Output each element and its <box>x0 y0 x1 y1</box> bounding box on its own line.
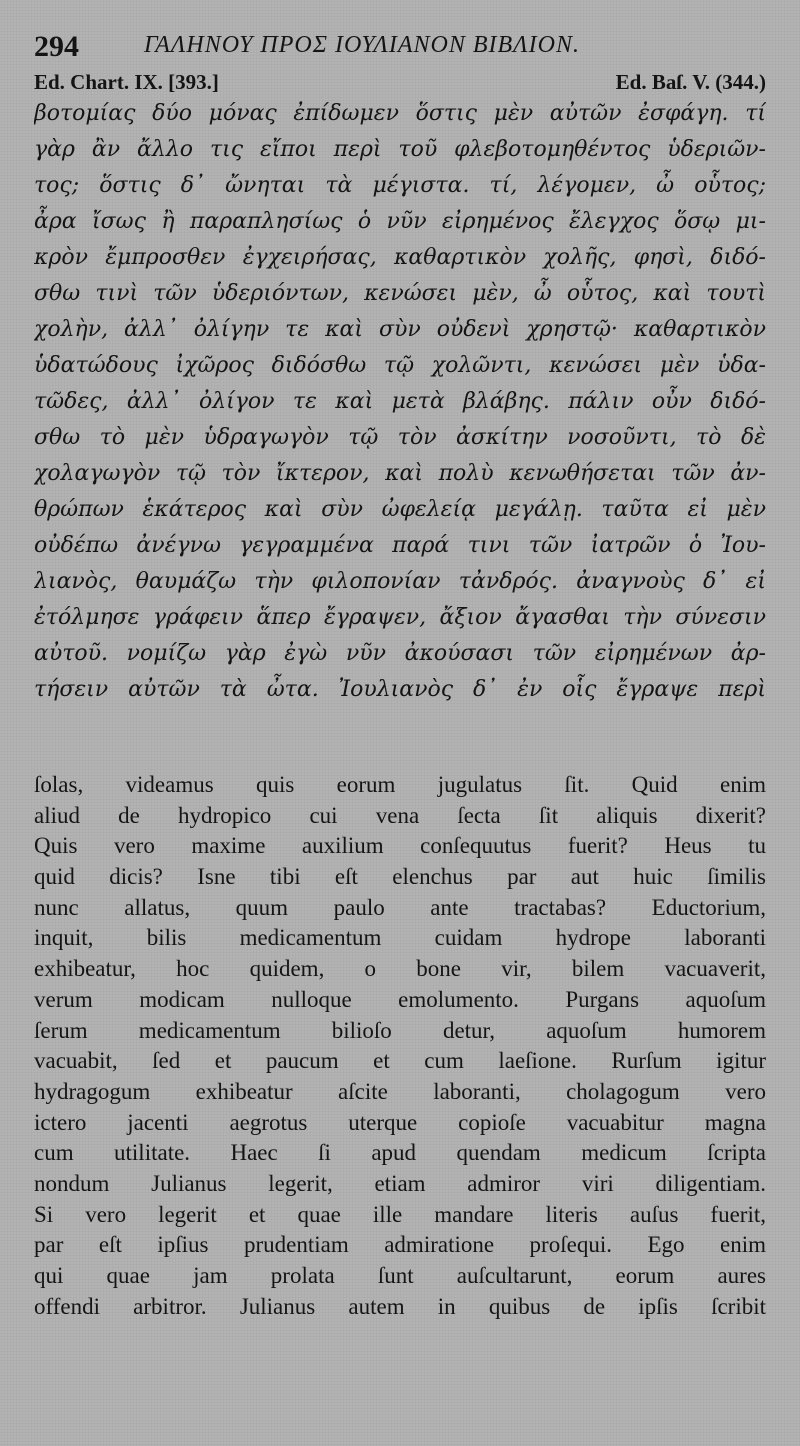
latin-line: Quis vero maxime auxilium conſequutus fuerit? Heus tu <box>34 833 766 859</box>
latin-line: exhibeatur, hoc quidem, o bone vir, bilem vacuaverit, <box>34 956 766 982</box>
running-title: ΓΑΛΗΝΟΥ ΠΡΟΣ ΙΟΥΛΙΑΝΟΝ ΒΙΒΛΙΟΝ. <box>144 32 581 58</box>
greek-line: ὑδατώδους ἰχῶρος διδόσθω τῷ χολῶντι, κενώσει μὲν ὑδα- <box>34 353 766 378</box>
latin-line: ictero jacenti aegrotus uterque copioſe vacuabitur magna <box>34 1109 766 1135</box>
greek-line: σθω τινὶ τῶν ὑδεριόντων, κενώσει μὲν, ὦ οὗτος, καὶ τουτὶ <box>34 281 766 306</box>
greek-line: αὐτοῦ. νομίζω γὰρ ἐγὼ νῦν ἀκούσασι τῶν εἰρημένων ἀρ- <box>34 641 766 666</box>
greek-text-block <box>34 96 766 708</box>
greek-line: οὐδέπω ἀνέγνω γεγραμμένα παρά τινι τῶν ἰατρῶν ὁ Ἰου- <box>34 533 766 558</box>
edition-reference-line <box>34 70 766 96</box>
latin-line: ſolas, videamus quis eorum jugulatus ſit. Quid enim <box>34 772 766 797</box>
greek-line: λιανὸς, θαυμάζω τὴν φιλοπονίαν τἀνδρός. ἀναγνοὺς δ᾽ εἰ <box>34 569 766 594</box>
latin-line: vacuabit, ſed et paucum et cum laeſione. Rurſum igitur <box>34 1048 766 1074</box>
latin-line: par eſt ipſius prudentiam admiratione proſequi. Ego enim <box>34 1232 766 1258</box>
greek-line: ἐτόλμησε γράφειν ἅπερ ἔγραψεν, ἄξιον ἄγασθαι τὴν σύνεσιν <box>34 605 766 630</box>
latin-line: verum modicam nulloque emolumento. Purgans aquoſum <box>34 986 766 1012</box>
greek-line: κρὸν ἔμπροσθεν ἐγχειρήσας, καθαρτικὸν χολῆς, φησὶ, διδό- <box>34 245 766 270</box>
latin-line: Si vero legerit et quae ille mandare literis auſus fuerit, <box>34 1201 766 1227</box>
latin-line: ſerum medicamentum bilioſo detur, aquoſum humorem <box>34 1017 766 1043</box>
greek-line: θρώπων ἑκάτερος καὶ σὺν ὠφελείᾳ μεγάλῃ. ταῦτα εἰ μὲν <box>34 497 766 522</box>
latin-line: aliud de hydropico cui vena ſecta ſit aliquis dixerit? <box>34 802 766 828</box>
edition-basel: Ed. Baſ. V. (344.) <box>615 70 766 94</box>
latin-line: inquit, bilis medicamentum cuidam hydrope laboranti <box>34 925 766 951</box>
latin-text-block <box>34 770 766 1322</box>
greek-line: σθω τὸ μὲν ὑδραγωγὸν τῷ τὸν ἀσκίτην νοσοῦντι, τὸ δὲ <box>34 425 766 450</box>
greek-line: τήσειν αὐτῶν τὰ ὦτα. Ἰουλιανὸς δ᾽ ἐν οἷς ἔγραψε περὶ <box>34 677 766 702</box>
page-number: 294 <box>34 30 79 63</box>
latin-line: quid dicis? Isne tibi eſt elenchus par aut huic ſimilis <box>34 864 766 890</box>
latin-line: nondum Julianus legerit, etiam admiror viri diligentiam. <box>34 1170 766 1196</box>
latin-line: offendi arbitror. Julianus autem in quibus de ipſis ſcribit <box>34 1293 766 1319</box>
greek-line: βοτομίας δύο μόνας ἐπίδωμεν ὅστις μὲν αὐτῶν ἐσφάγη. τί <box>34 101 766 126</box>
latin-line: nunc allatus, quum paulo ante tractabas? Eductorium, <box>34 894 766 920</box>
greek-line: ἆρα ἴσως ἢ παραπλησίως ὁ νῦν εἰρημένος ἔλεγχος ὅσῳ μι- <box>34 209 766 234</box>
greek-line: τῶδες, ἀλλ᾽ ὀλίγον τε καὶ μετὰ βλάβης. πάλιν οὖν διδό- <box>34 389 766 414</box>
latin-line: cum utilitate. Haec ſi apud quendam medicum ſcripta <box>34 1140 766 1166</box>
page-header <box>34 30 774 70</box>
latin-line: qui quae jam prolata ſunt auſcultarunt, eorum aures <box>34 1263 766 1288</box>
greek-line: χολὴν, ἀλλ᾽ ὀλίγην τε καὶ σὺν οὐδενὶ χρηστῷ· καθαρτικὸν <box>34 317 766 342</box>
greek-line: χολαγωγὸν τῷ τὸν ἴκτερον, καὶ πολὺ κενωθήσεται τῶν ἀν- <box>34 461 766 486</box>
greek-line: γὰρ ἂν ἄλλο τις εἴποι περὶ τοῦ φλεβοτομηθέντος ὑδεριῶν- <box>34 137 766 162</box>
latin-line: hydragogum exhibeatur aſcite laboranti, cholagogum vero <box>34 1078 766 1104</box>
greek-line: τος; ὅστις δ᾽ ὤνηται τὰ μέγιστα. τί, λέγομεν, ὦ οὗτος; <box>34 173 766 198</box>
edition-chartier: Ed. Chart. IX. [393.] <box>34 70 219 94</box>
